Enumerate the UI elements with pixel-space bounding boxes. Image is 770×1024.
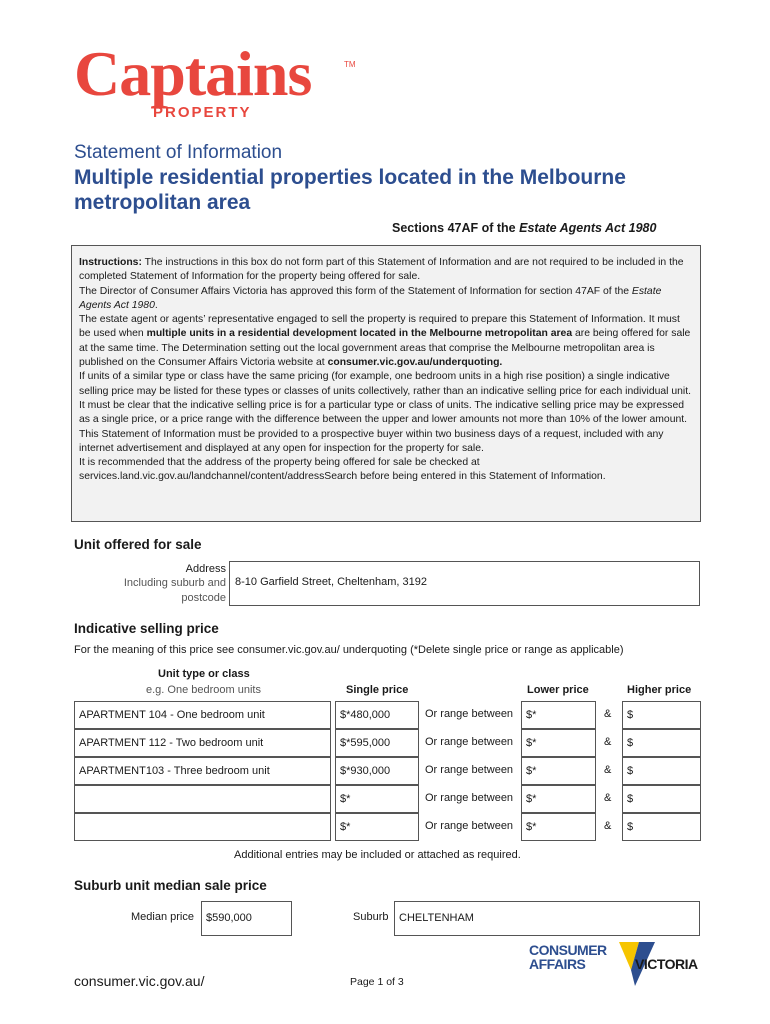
logo-subtitle: PROPERTY <box>153 104 252 121</box>
higher-price-cell[interactable]: $ <box>622 813 701 841</box>
logo-wordmark: Captains <box>74 38 312 109</box>
sections-reference <box>392 221 656 235</box>
instructions-act-italic: Estate Agents Act 1980 <box>79 285 662 311</box>
consumer-affairs-victoria-logo <box>529 940 709 988</box>
sections-prefix: Sections 47AF of the <box>392 221 520 235</box>
range-between-label: Or range between <box>425 736 514 748</box>
additional-entries-note: Additional entries may be included or attached as required. <box>234 849 521 861</box>
cav-line-2: AFFAIRS <box>529 956 586 972</box>
logo-trademark: TM <box>344 60 356 69</box>
table-row <box>74 813 701 841</box>
lower-price-cell[interactable]: $* <box>521 729 596 757</box>
page-number: Page 1 of 3 <box>350 976 404 988</box>
address-label-line-3: postcode <box>181 591 226 604</box>
address-label-line-2: Including suburb and <box>123 577 226 590</box>
suburb-label: Suburb <box>353 911 389 923</box>
higher-price-cell[interactable]: $ <box>622 701 701 729</box>
unit-type-cell[interactable]: APARTMENT 112 - Two bedroom unit <box>74 729 331 757</box>
higher-price-cell[interactable]: $ <box>622 785 701 813</box>
range-between-label: Or range between <box>425 792 514 804</box>
indicative-price-heading: Indicative selling price <box>74 621 219 636</box>
ampersand: & <box>604 820 612 832</box>
col-lower-price-header: Lower price <box>527 684 589 696</box>
instructions-bold-label: Instructions: <box>79 257 142 268</box>
instructions-text-3-bold: multiple units in a residential development located in the Melbourne metropolitan area <box>146 328 573 340</box>
address-label <box>110 562 226 605</box>
instructions-text-2: The Director of Consumer Affairs Victoria has approved this form of the Statement of Information for section 47AF of the <box>79 285 632 297</box>
statement-label: Statement of Information <box>74 142 283 163</box>
median-price-heading: Suburb unit median sale price <box>74 878 267 893</box>
range-between-label: Or range between <box>425 820 514 832</box>
underquoting-link[interactable]: consumer.vic.gov.au/underquoting. <box>327 357 503 369</box>
col-single-price-header: Single price <box>346 684 409 696</box>
instructions-text-2-end: . <box>154 299 158 311</box>
instructions-box <box>71 245 701 522</box>
single-price-cell[interactable]: $* <box>335 785 419 813</box>
table-row <box>74 701 701 729</box>
unit-offered-heading: Unit offered for sale <box>74 537 202 552</box>
median-price-label: Median price <box>131 911 194 923</box>
address-field[interactable]: 8-10 Garfield Street, Cheltenham, 3192 <box>229 561 700 606</box>
ampersand: & <box>604 792 612 804</box>
instructions-text-3a: The estate agent or agents’ representative engaged to sell the property is required to prepare this Statement of Information. It must be used when <box>79 314 680 340</box>
single-price-cell[interactable]: $* <box>335 813 419 841</box>
col-higher-price-header: Higher price <box>627 684 692 696</box>
unit-type-cell[interactable] <box>74 813 331 841</box>
instructions-paragraph-6: It is recommended that the address of the property being offered for sale be checked at services.land.vic.gov.au/landchannel/content/addressSearch before being entered in this Statement of Information. <box>79 457 606 483</box>
ampersand: & <box>604 764 612 776</box>
sections-act: Estate Agents Act 1980 <box>519 221 657 235</box>
higher-price-cell[interactable]: $ <box>622 729 701 757</box>
instructions-text-3b: are being offered for sale at the same time. The Determination setting out the local government areas that comprise the Melbourne metropolitan area is published on the Consumer Affairs Victoria website at <box>79 328 691 369</box>
col-unit-type-example: e.g. One bedroom units <box>146 684 261 696</box>
instructions-paragraph-5: This Statement of Information must be provided to a prospective buyer within two business days of a request, included with any internet advertisement and displayed at any open for inspection for the property for sale. <box>79 428 664 454</box>
higher-price-cell[interactable]: $ <box>622 757 701 785</box>
table-row <box>74 785 701 813</box>
median-price-field[interactable]: $590,000 <box>201 901 292 936</box>
suburb-field[interactable]: CHELTENHAM <box>394 901 700 936</box>
unit-type-cell[interactable] <box>74 785 331 813</box>
lower-price-cell[interactable]: $* <box>521 785 596 813</box>
ampersand: & <box>604 708 612 720</box>
address-label-line-1: Address <box>185 563 226 575</box>
ampersand: & <box>604 736 612 748</box>
table-row <box>74 757 701 785</box>
lower-price-cell[interactable]: $* <box>521 757 596 785</box>
cav-victoria: VICTORIA <box>635 956 698 972</box>
instructions-paragraph-1 <box>79 256 694 285</box>
range-between-label: Or range between <box>425 708 514 720</box>
instructions-paragraph-3 <box>79 313 694 370</box>
lower-price-cell[interactable]: $* <box>521 813 596 841</box>
cav-line-1: CONSUMER <box>529 942 607 958</box>
unit-type-cell[interactable]: APARTMENT103 - Three bedroom unit <box>74 757 331 785</box>
unit-type-cell[interactable]: APARTMENT 104 - One bedroom unit <box>74 701 331 729</box>
table-row <box>74 729 701 757</box>
single-price-cell[interactable]: $*930,000 <box>335 757 419 785</box>
captains-logo <box>74 40 364 125</box>
col-unit-type-header: Unit type or class <box>158 668 250 680</box>
instructions-paragraph-4: If units of a similar type or class have the same pricing (for example, one bedroom units in a high rise position) a single indicative selling price may be listed for these types or classes of units collectively, rather than an indicative selling price for each individual unit. It must be clear that the indicative selling price is for a particular type or class of units. The indicative selling price may be expressed as a single price, or a price range with the difference between the upper and lower amounts not more than 10% of the lower amount. <box>79 371 692 426</box>
single-price-cell[interactable]: $*480,000 <box>335 701 419 729</box>
page-title: Multiple residential properties located in the Melbourne metropolitan area <box>74 166 626 214</box>
instructions-paragraph-2 <box>79 285 694 314</box>
lower-price-cell[interactable]: $* <box>521 701 596 729</box>
single-price-cell[interactable]: $*595,000 <box>335 729 419 757</box>
instructions-text-1: The instructions in this box do not form part of this Statement of Information and are not required to be included in the completed Statement of Information for the property being offered for sale. <box>79 257 684 283</box>
range-between-label: Or range between <box>425 764 514 776</box>
footer-url: consumer.vic.gov.au/ <box>74 973 205 989</box>
price-meaning-note: For the meaning of this price see consumer.vic.gov.au/ underquoting (*Delete single price or range as applicable) <box>74 644 624 656</box>
